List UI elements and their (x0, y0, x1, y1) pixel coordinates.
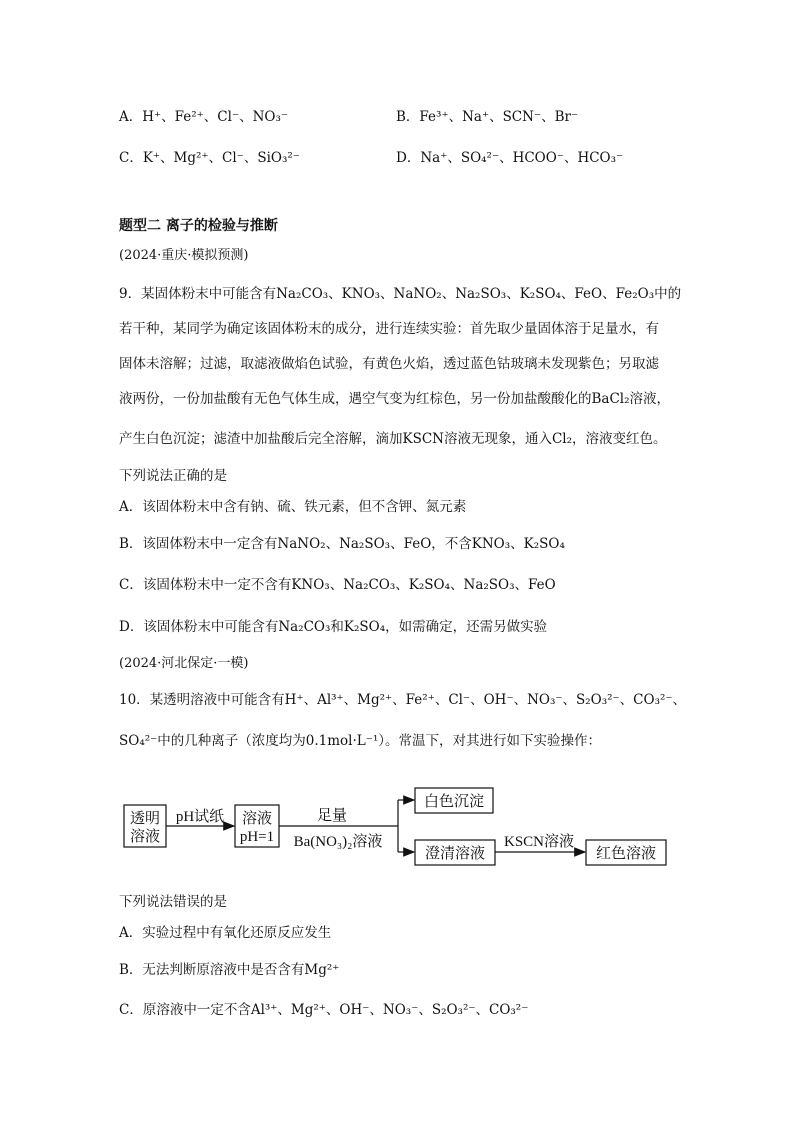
option-content: Na⁺、SO₄²⁻、HCOO⁻、HCO₃⁻ (420, 150, 624, 166)
q10-line-2: SO₄²⁻中的几种离子（浓度均为0.1mol·L⁻¹）。常温下，对其进行如下实验操作： (119, 733, 602, 749)
experiment-flow-diagram (118, 780, 678, 880)
box2-line2: pH=1 (239, 829, 275, 845)
q9-option-a: A．该固体粉末中含有钠、硫、铁元素，但不含钾、氮元素 (119, 499, 467, 515)
q9-line-1: 9．某固体粉末中可能含有Na₂CO₃、KNO₃、NaNO₂、Na₂SO₃、K₂SO₄、FeO、Fe₂O₃中的 (119, 286, 682, 302)
q8-option-a (119, 107, 288, 127)
q9-option-b: B．该固体粉末中一定含有NaNO₂、Na₂SO₃、FeO，不含KNO₃、K₂SO₄ (119, 536, 565, 552)
box4-label: 澄清溶液 (424, 846, 486, 862)
box3-label: 白色沉淀 (423, 794, 485, 810)
q9-option-c: C．该固体粉末中一定不含有KNO₃、Na₂CO₃、K₂SO₄、Na₂SO₃、FeO (119, 577, 556, 593)
box5-label: 红色溶液 (595, 846, 657, 862)
q8-option-c (119, 148, 300, 168)
q10-line-1: 10．某透明溶液中可能含有H⁺、Al³⁺、Mg²⁺、Fe²⁺、Cl⁻、OH⁻、NO₃⁻、S₂O₃²⁻、CO₃²⁻、 (119, 692, 687, 708)
section-title: 题型二 离子的检验与推断 (119, 218, 278, 234)
arrow2-bottom-label: Ba(NO₃)₂溶液 (293, 834, 383, 850)
q9-line-5: 产生白色沉淀；滤渣中加盐酸后完全溶解，滴加KSCN溶液无现象，通入Cl₂，溶液变红色。 (119, 431, 667, 447)
q10-prompt: 下列说法错误的是 (119, 894, 227, 910)
q10-source: (2024·河北保定·一模) (119, 656, 249, 671)
option-content: K⁺、Mg²⁺、Cl⁻、SiO₃²⁻ (142, 150, 300, 166)
arrow1-label: pH试纸 (175, 809, 225, 825)
option-content: H⁺、Fe²⁺、Cl⁻、NO₃⁻ (142, 109, 288, 125)
option-content: Fe³⁺、Na⁺、SCN⁻、Br⁻ (419, 109, 579, 125)
option-label: A． (119, 109, 143, 125)
box1-line1: 透明 (129, 811, 161, 827)
q10-option-b: B．无法判断原溶液中是否含有Mg²⁺ (119, 962, 340, 978)
q9-line-2: 若干种，某同学为确定该固体粉末的成分，进行连续实验：首先取少量固体溶于足量水，有 (119, 321, 659, 337)
option-label: B． (396, 109, 420, 125)
q9-source: (2024·重庆·模拟预测) (119, 248, 249, 263)
option-label: D． (396, 150, 421, 166)
option-label: C． (119, 150, 143, 166)
q9-prompt: 下列说法正确的是 (119, 468, 227, 484)
arrow3-label: KSCN溶液 (503, 834, 575, 850)
q9-option-d: D．该固体粉末中可能含有Na₂CO₃和K₂SO₄，如需确定，还需另做实验 (119, 619, 548, 635)
q10-option-c: C．原溶液中一定不含Al³⁺、Mg²⁺、OH⁻、NO₃⁻、S₂O₃²⁻、CO₃²⁻ (119, 1002, 529, 1018)
q9-line-3: 固体未溶解；过滤，取滤液做焰色试验，有黄色火焰，透过蓝色钴玻璃未发现紫色；另取滤 (119, 356, 659, 372)
q9-line-4: 液两份，一份加盐酸有无色气体生成，遇空气变为红棕色，另一份加盐酸酸化的BaCl₂溶液， (119, 391, 671, 407)
q10-option-a: A．实验过程中有氧化还原反应发生 (119, 925, 332, 941)
arrow2-top-label: 足量 (316, 808, 348, 824)
q8-option-b (396, 107, 578, 127)
box1-line2: 溶液 (129, 829, 161, 845)
box2-line1: 溶液 (241, 811, 273, 827)
q8-option-d (396, 148, 623, 168)
